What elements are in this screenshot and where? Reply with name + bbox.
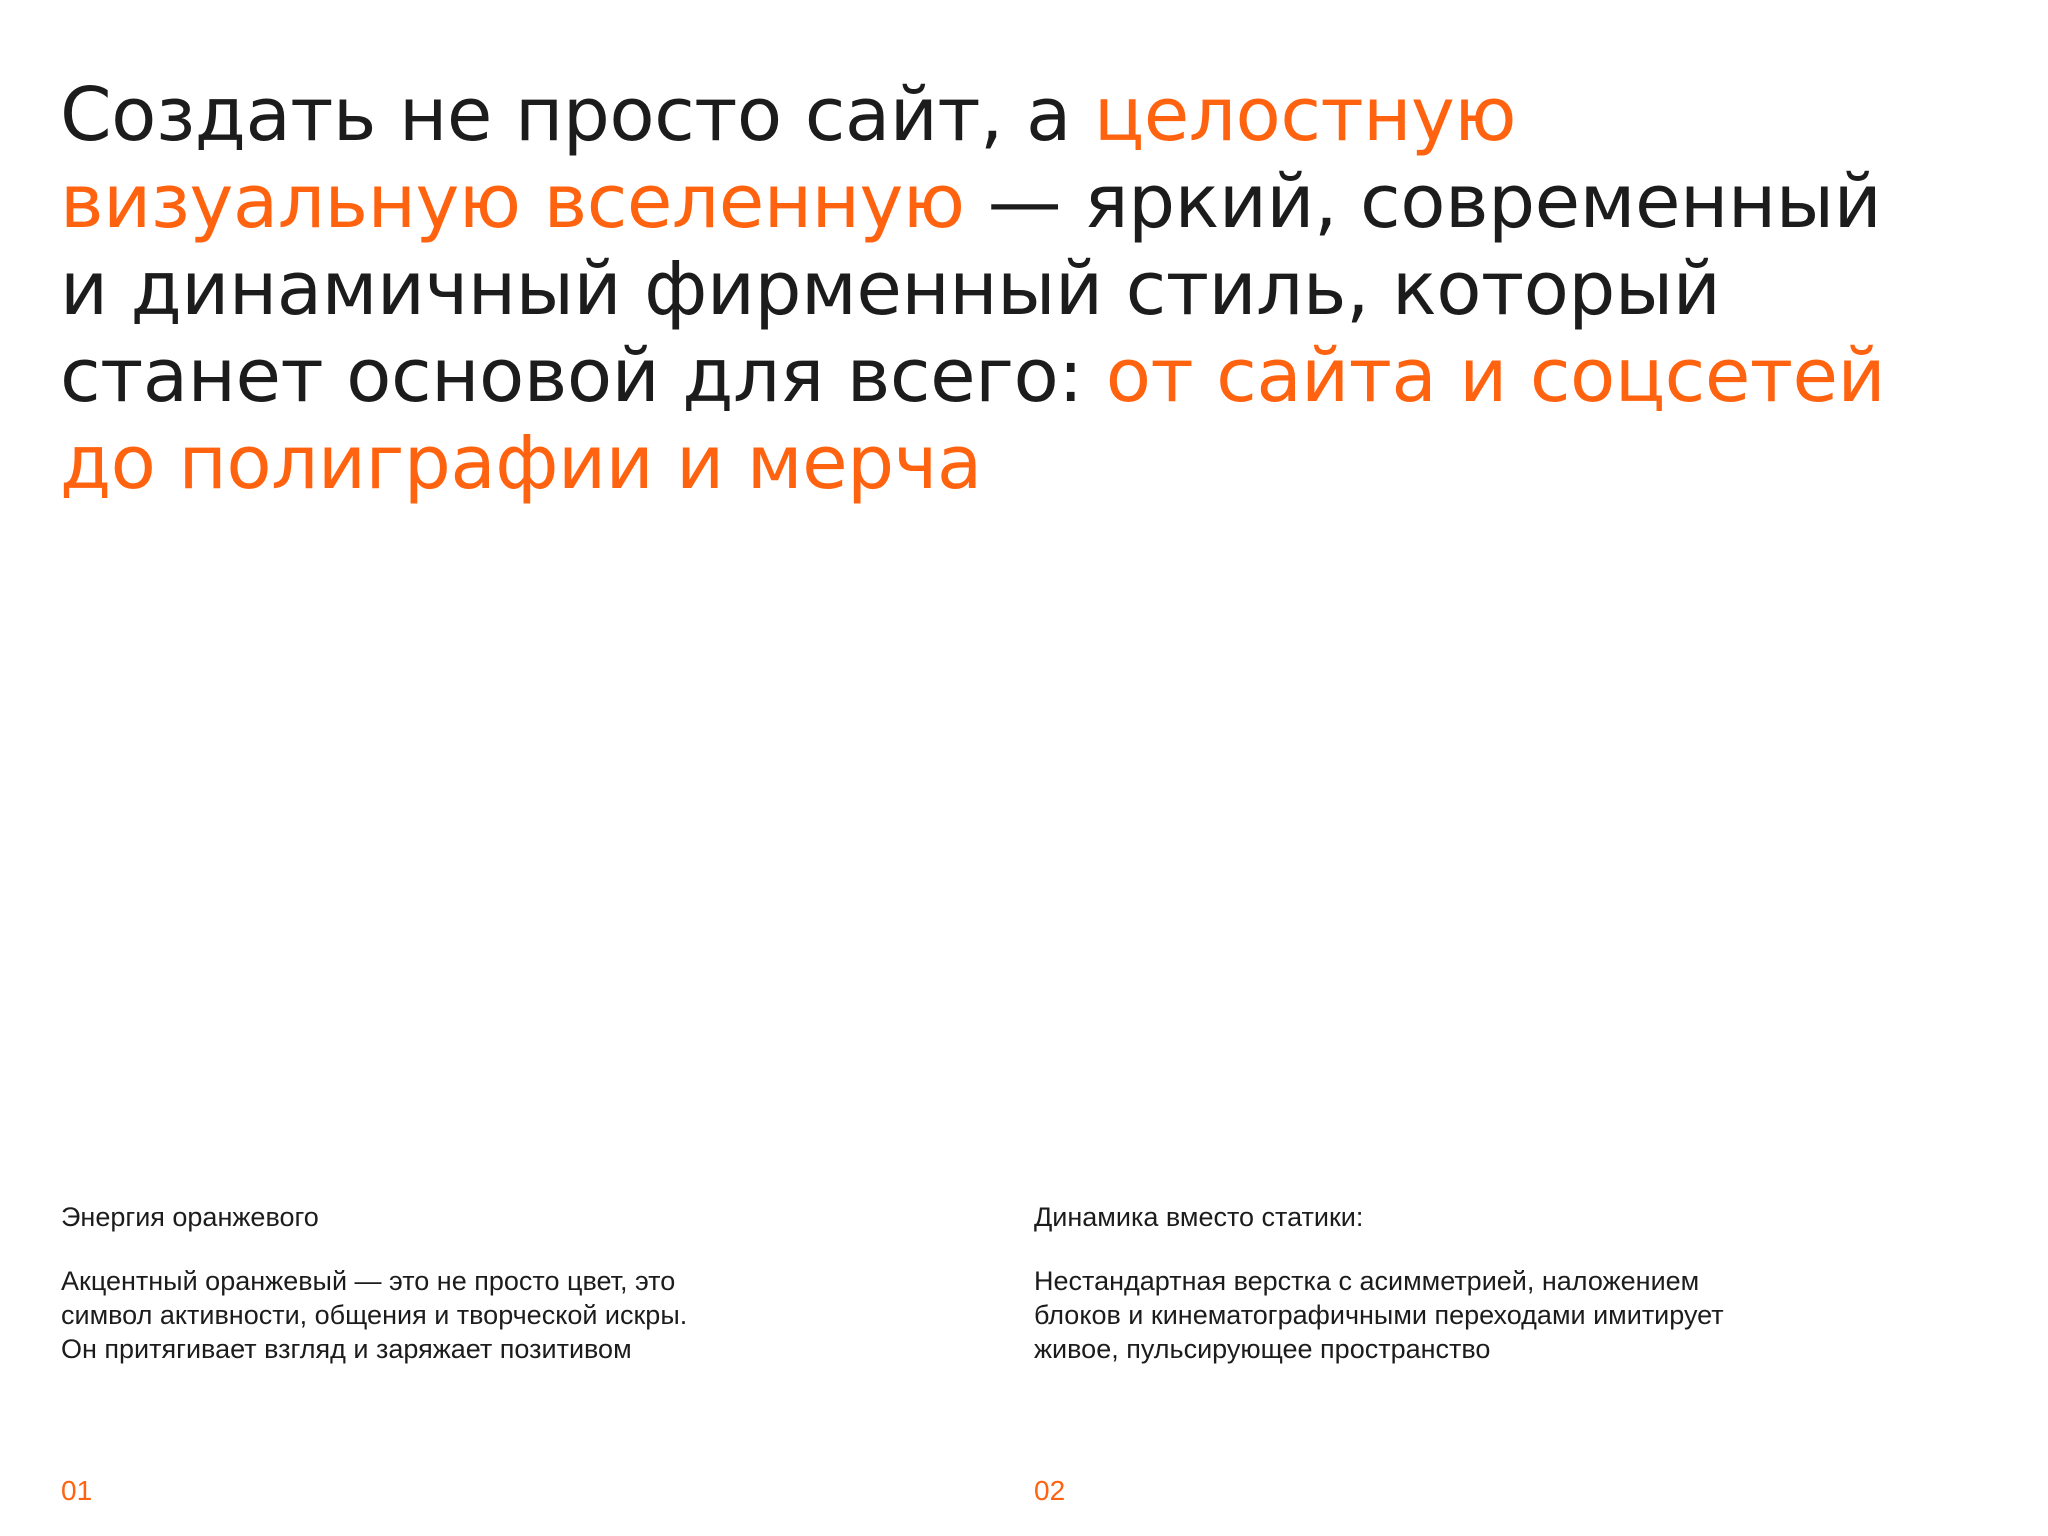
feature-description-line: символ активности, общения и творческой искры.: [61, 1300, 688, 1330]
headline-accent-text: визуальную вселенную: [60, 159, 965, 245]
feature-number-01: 01: [61, 1475, 93, 1506]
feature-title: Энергия оранжевого: [61, 1202, 319, 1232]
feature-description-line: Нестандартная верстка с асимметрией, наложением: [1034, 1266, 1700, 1296]
feature-dynamics: [1034, 1200, 1794, 1366]
feature-description-line: живое, пульсирующее пространство: [1034, 1334, 1491, 1364]
feature-description: [61, 1264, 821, 1366]
headline-text: Создать не просто сайт, а: [60, 72, 1094, 158]
headline-text: — яркий, современный: [964, 159, 1882, 245]
headline-line-3: и динамичный фирменный стиль, который: [60, 246, 1721, 332]
headline-line-1: [60, 72, 1920, 159]
headline: [60, 72, 1920, 507]
feature-description-line: блоков и кинематографичными переходами имитирует: [1034, 1300, 1724, 1330]
feature-number-02: 02: [1034, 1475, 1066, 1506]
headline-line-4: [60, 333, 1920, 420]
headline-accent-text: от сайта и соцсетей: [1105, 333, 1886, 419]
feature-energy: [61, 1200, 821, 1366]
headline-line-2: [60, 159, 1920, 246]
feature-title: Динамика вместо статики:: [1034, 1202, 1364, 1232]
feature-description: [1034, 1264, 1794, 1366]
feature-description-line: Он притягивает взгляд и заряжает позитивом: [61, 1334, 632, 1364]
headline-text: станет основой для всего:: [60, 333, 1106, 419]
headline-accent-text: целостную: [1093, 72, 1517, 158]
feature-description-line: Акцентный оранжевый — это не просто цвет, это: [61, 1266, 676, 1296]
headline-line-5: до полиграфии и мерча: [60, 420, 982, 506]
